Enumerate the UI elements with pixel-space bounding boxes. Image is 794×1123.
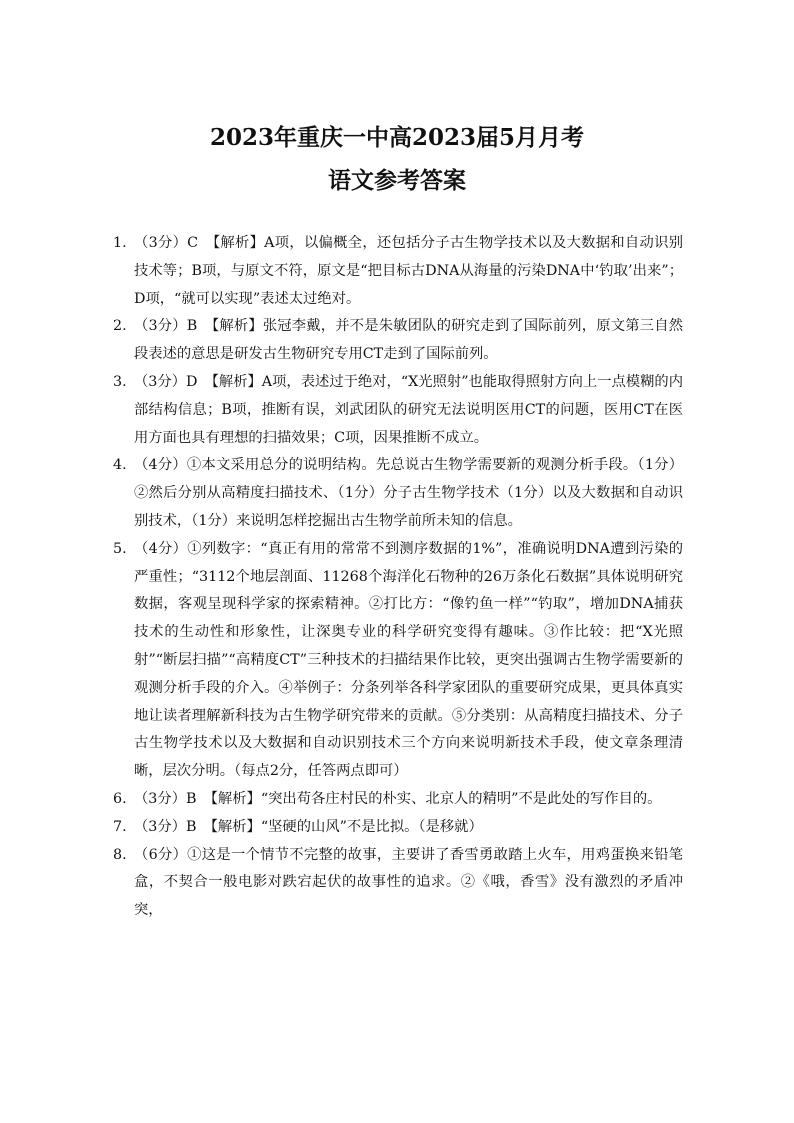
answer-list <box>113 230 683 925</box>
answer-number: 7. <box>113 818 127 835</box>
answer-text: （3分）B 【解析】张冠李戴，并不是朱敏团队的研究走到了国际前列，原文第三自然段表述的意思是研发古生物研究专用CT走到了国际前列。 <box>134 318 683 363</box>
answer-item-1 <box>113 230 683 313</box>
answer-text: （3分）C 【解析】A项，以偏概全，还包括分子古生物学技术以及大数据和自动识别技术等；B项，与原文不符，原文是“把目标古DNA从海量的污染DNA中‘钓取’出来”；D项，“就可以实现”表述太过绝对。 <box>134 235 683 307</box>
answer-item-2 <box>113 313 683 369</box>
answer-number: 3. <box>113 373 127 390</box>
answer-text: （3分）B 【解析】“坚硬的山风”不是比拟。（是移就） <box>134 818 483 835</box>
answer-number: 8. <box>113 846 127 863</box>
answer-item-6 <box>113 786 683 814</box>
answer-item-5 <box>113 536 683 786</box>
answer-text: （3分）D 【解析】A项，表述过于绝对，“X光照射”也能取得照射方向上一点模糊的内部结构信息；B项，推断有误，刘武团队的研究无法说明医用CT的问题，医用CT在医用方面也具有理想的扫描效果；C项，因果推断不成立。 <box>134 373 683 446</box>
answer-number: 1. <box>113 235 127 251</box>
document-title: 2023年重庆一中高2023届5月月考 <box>209 124 585 151</box>
answer-text: （3分）B 【解析】“突出苟各庄村民的朴实、北京人的精明”不是此处的写作目的。 <box>134 790 662 807</box>
answer-item-7 <box>113 814 683 842</box>
answer-item-8 <box>113 842 683 925</box>
answer-number: 4. <box>113 457 127 474</box>
answer-text: （6分）①这是一个情节不完整的故事，主要讲了香雪勇敢踏上火车，用鸡蛋换来铅笔盒，不契合一般电影对跌宕起伏的故事性的追求。②《哦，香雪》没有激烈的矛盾冲突， <box>134 846 683 919</box>
answer-text: （4分）①列数字：“真正有用的常常不到测序数据的1%”，准确说明DNA遭到污染的严重性；“3112个地层剖面、11268个海洋化石物种的26万条化石数据”具体说明研究数据，客观呈现科学家的探索精神。②打比方：“像钓鱼一样”“钓取”，增加DNA捕获技术的生动性和形象性，让深奥专业的科学研究变得有趣味。③作比较：把“X光照射”“断层扫描”“高精度CT”三种技术的扫描结果作比较，更突出强调古生物学需要新的观测分析手段的介入。④举例子：分条列举各科学家团队的重要研究成果，更具体真实地让读者理解新科技为古生物学研究带来的贡献。⑤分类别：从高精度扫描技术、分子古生物学技术以及大数据和自动识别技术三个方向来说明新技术手段，使文章条理清晰，层次分明。（每点2分，任答两点即可） <box>134 540 683 780</box>
answer-item-4 <box>113 452 683 535</box>
answer-item-3 <box>113 369 683 452</box>
document-subtitle: 语文参考答案 <box>328 167 466 194</box>
answer-number: 5. <box>113 540 127 557</box>
answer-number: 6. <box>113 790 127 807</box>
answer-number: 2. <box>113 318 127 335</box>
answer-text: （4分）①本文采用总分的说明结构。先总说古生物学需要新的观测分析手段。（1分）②然后分别从高精度扫描技术、（1分）分子古生物学技术（1分）以及大数据和自动识别技术，（1分）来说明怎样挖掘出古生物学前所未知的信息。 <box>134 457 683 529</box>
